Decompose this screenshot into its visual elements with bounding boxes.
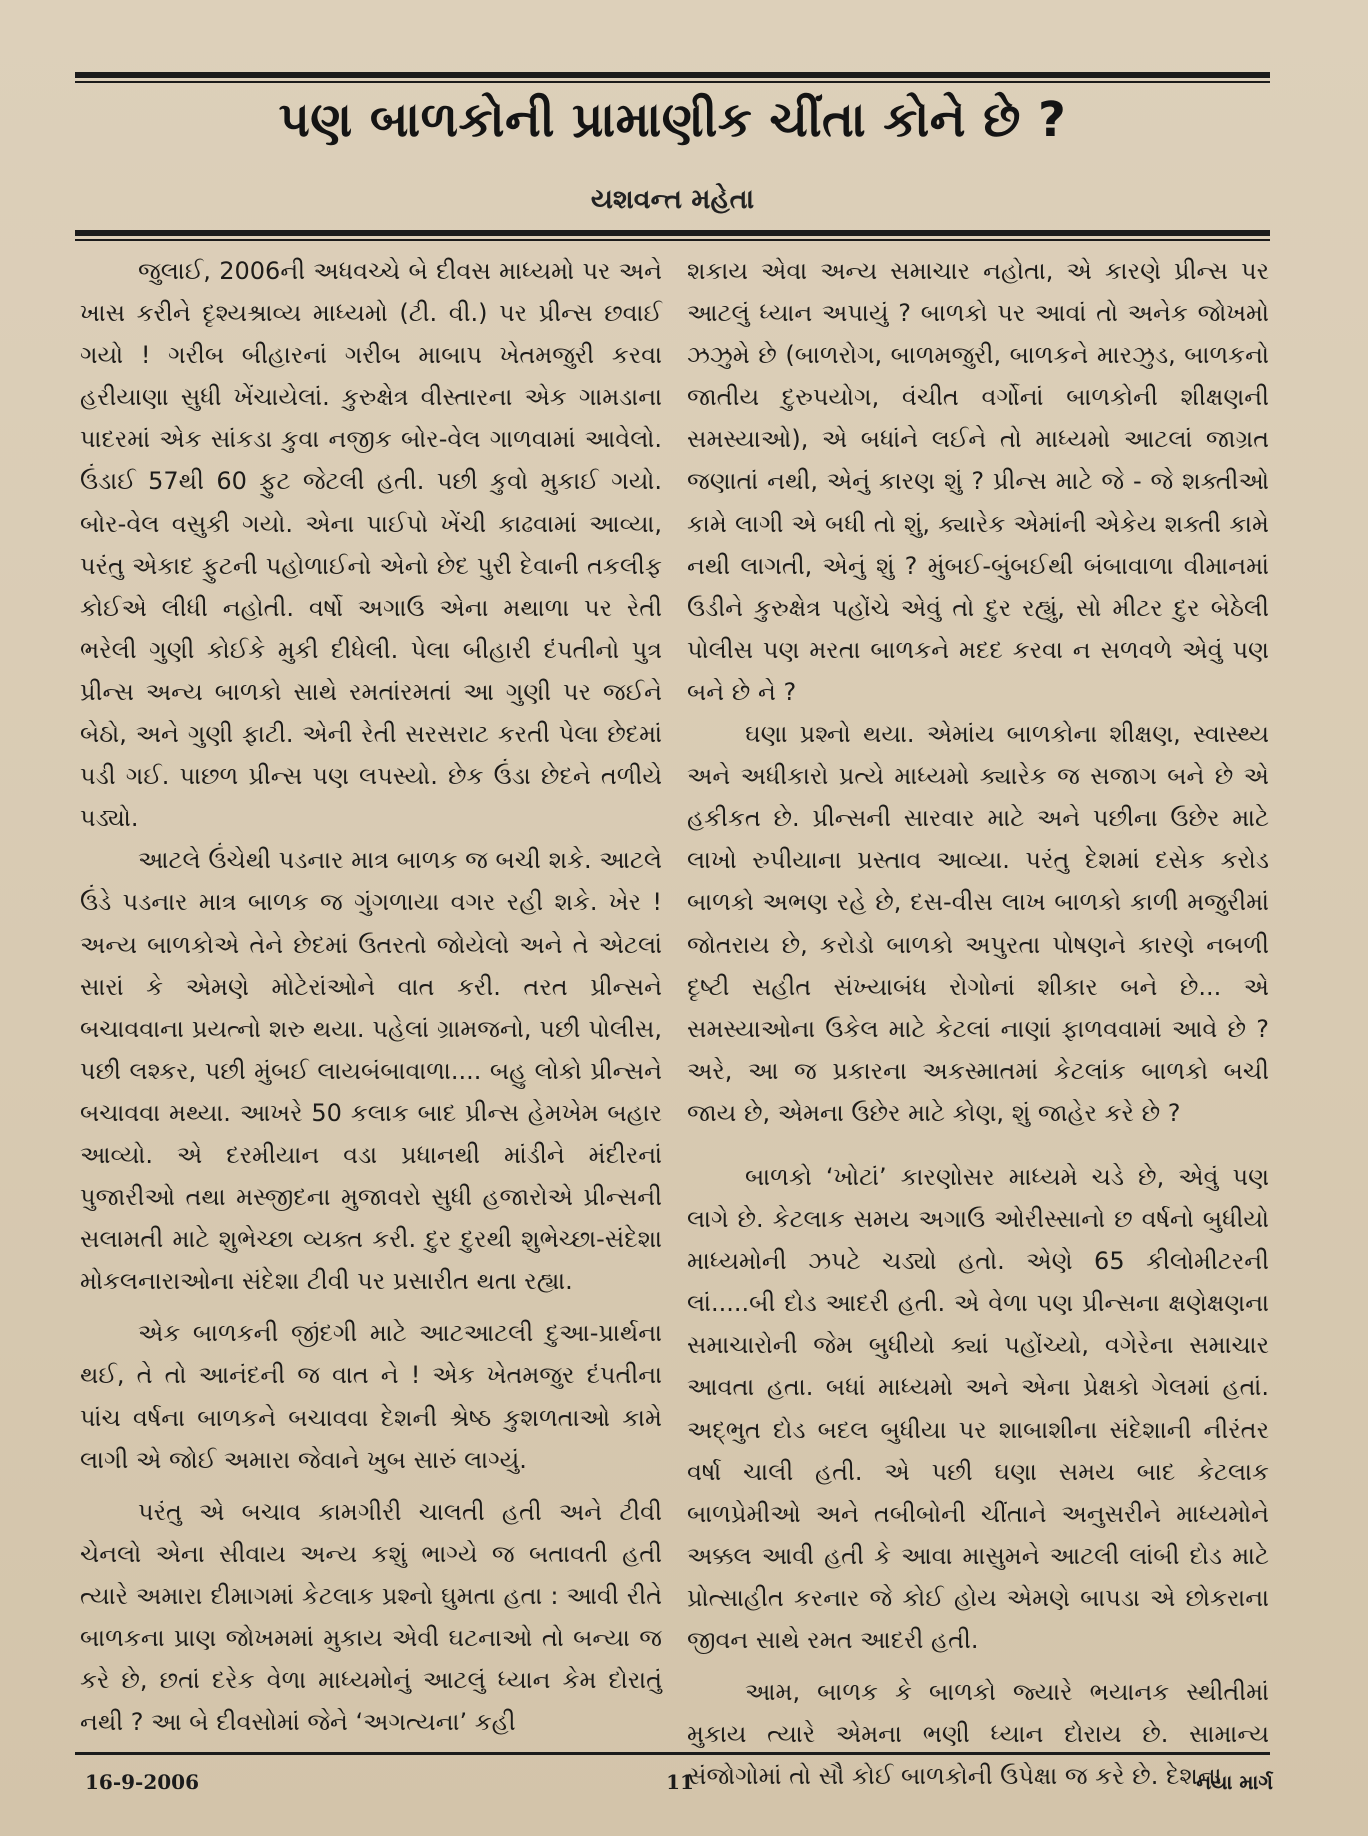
header-rule-thin [75, 239, 1270, 241]
paragraph: જુલાઈ, 2006ની અધવચ્ચે બે દીવસ માધ્યમો પર અને ખાસ કરીને દૃશ્યશ્રાવ્ય માધ્યમો (ટી. વી.) પર પ્રીન્સ છવાઈ ગયો ! ગરીબ બીહારનાં ગરીબ માબાપ ખેતમજુરી કરવા હરીયાણા સુધી ખેંચાયેલાં. કુરુક્ષેત્ર વીસ્તારના એક ગામડાના પાદરમાં એક સાંકડા કુવા નજીક બોર-વેલ ગાળવામાં આવેલો. ઉંડાઈ 57થી 60 ફુટ જેટલી હતી. પછી કુવો મુકાઈ ગયો. બોર-વેલ વસુકી ગયો. એના પાઈપો ખેંચી કાઢવામાં આવ્યા, પરંતુ એકાદ ફુટની પહોળાઈનો એનો છેદ પુરી દેવાની તકલીફ કોઈએ લીધી નહોતી. વર્ષો અગાઉ એના મથાળા પર રેતી ભરેલી ગુણી કોઈકે મુકી દીધેલી. પેલા બીહારી દંપતીનો પુત્ર પ્રીન્સ અન્ય બાળકો સાથે રમતાંરમતાં આ ગુણી પર જઈને બેઠો, અને ગુણી ફાટી. એની રેતી સરસરાટ કરતી પેલા છેદમાં પડી ગઈ. પાછળ પ્રીન્સ પણ લપસ્યો. છેક ઉંડા છેદને તળીયે પડ્યો. [80, 257, 662, 833]
footer-rule [75, 1752, 1270, 1755]
top-rule-thin [75, 81, 1270, 83]
left-column [80, 250, 662, 1743]
page-number: 11 [666, 1770, 694, 1794]
header-rule [75, 230, 1270, 236]
article-author: યશવન્ત મહેતા [590, 184, 755, 215]
paragraph: આટલે ઉંચેથી પડનાર માત્ર બાળક જ બચી શકે. આટલે ઉંડે પડનાર માત્ર બાળક જ ગુંગળાયા વગર રહી શકે. ખેર ! અન્ય બાળકોએ તેને છેદમાં ઉતરતો જોયેલો અને તે એટલાં સારાં કે એમણે મોટેરાંઓને વાત કરી. તરત પ્રીન્સને બચાવવાના પ્રયત્નો શરુ થયા. પહેલાં ગ્રામજનો, પછી પોલીસ, પછી લશ્કર, પછી મુંબઈ લાયબંબાવાળા.... બહુ લોકો પ્રીન્સને બચાવવા મથ્યા. આખરે 50 કલાક બાદ પ્રીન્સ હેમખેમ બહાર આવ્યો. એ દરમીયાન વડા પ્રધાનથી માંડીને મંદીરનાં પુજારીઓ તથા મસ્જીદના મુજાવરો સુધી હજારોએ પ્રીન્સની સલામતી માટે શુભેચ્છા વ્યક્ત કરી. દુર દુરથી શુભેચ્છા-સંદેશા મોકલનારાઓના સંદેશા ટીવી પર પ્રસારીત થતા રહ્યા. [80, 846, 662, 1296]
publication-name: નયા માર્ગ [1196, 1770, 1273, 1794]
paragraph: ઘણા પ્રશ્નો થયા. એમાંય બાળકોના શીક્ષણ, સ્વાસ્થ્ય અને અધીકારો પ્રત્યે માધ્યમો ક્યારેક જ સજાગ બને છે એ હકીકત છે. પ્રીન્સની સારવાર માટે અને પછીના ઉછેર માટે લાખો રુપીયાના પ્રસ્તાવ આવ્યા. પરંતુ દેશમાં દસેક કરોડ બાળકો અભણ રહે છે, દસ-વીસ લાખ બાળકો કાળી મજુરીમાં જોતરાય છે, કરોડો બાળકો અપુરતા પોષણને કારણે નબળી દૃષ્ટી સહીત સંખ્યાબંધ રોગોનાં શીકાર બને છે... એ સમસ્યાઓના ઉકેલ માટે કેટલાં નાણાં ફાળવવામાં આવે છે ? અરે, આ જ પ્રકારના અકસ્માતમાં કેટલાંક બાળકો બચી જાય છે, એમના ઉછેર માટે કોણ, શું જાહેર કરે છે ? [687, 720, 1269, 1127]
top-rule [75, 72, 1270, 78]
paragraph: આમ, બાળક કે બાળકો જ્યારે ભયાનક સ્થીતીમાં મુકાય ત્યારે એમના ભણી ધ્યાન દોરાય છે. સામાન્ય સંજોગોમાં તો સૌ કોઈ બાળકોની ઉપેક્ષા જ કરે છે. દેશના [687, 1678, 1269, 1791]
paragraph: પરંતુ એ બચાવ કામગીરી ચાલતી હતી અને ટીવી ચેનલો એના સીવાય અન્ય કશું ભાગ્યે જ બતાવતી હતી ત્યારે અમારા દીમાગમાં કેટલાક પ્રશ્નો ઘુમતા હતા : આવી રીતે બાળકના પ્રાણ જોખમમાં મુકાય એવી ઘટનાઓ તો બન્યા જ કરે છે, છતાં દરેક વેળા માધ્યમોનું આટલું ધ્યાન કેમ દોરાતું નથી ? આ બે દીવસોમાં જેને ‘અગત્યના’ કહી [80, 1497, 662, 1737]
paragraph: બાળકો ‘ખોટાં’ કારણોસર માધ્યમે ચડે છે, એવું પણ લાગે છે. કેટલાક સમય અગાઉ ઓરીસ્સાનો છ વર્ષનો બુધીયો માધ્યમોની ઝપટે ચડ્યો હતો. એણે 65 કીલોમીટરની લાં.....બી દોડ આદરી હતી. એ વેળા પણ પ્રીન્સના ક્ષણેક્ષણના સમાચારોની જેમ બુધીયો ક્યાં પહોંચ્યો, વગેરેના સમાચાર આવતા હતા. બધાં માધ્યમો અને એના પ્રેક્ષકો ગેલમાં હતાં. અદ્ભુત દોડ બદલ બુધીયા પર શાબાશીના સંદેશાની નીરંતર વર્ષા ચાલી હતી. એ પછી ઘણા સમય બાદ કેટલાક બાળપ્રેમીઓ અને તબીબોની ચીંતાને અનુસરીને માધ્યમોને અક્કલ આવી હતી કે આવા માસુમને આટલી લાંબી દોડ માટે પ્રોત્સાહીત કરનાર જે કોઈ હોય એમણે બાપડા એ છોકરાના જીવન સાથે રમત આદરી હતી. [687, 1162, 1269, 1654]
paragraph: એક બાળકની જીંદગી માટે આટઆટલી દુઆ-પ્રાર્થના થઈ, તે તો આનંદની જ વાત ને ! એક ખેતમજુર દંપતીના પાંચ વર્ષના બાળકને બચાવવા દેશની શ્રેષ્ઠ કુશળતાઓ કામે લાગી એ જોઈ અમારા જેવાને ખુબ સારું લાગ્યું. [80, 1319, 662, 1474]
right-column [687, 250, 1269, 1797]
issue-date: 16-9-2006 [85, 1770, 200, 1794]
paragraph: શકાય એવા અન્ય સમાચાર નહોતા, એ કારણે પ્રીન્સ પર આટલું ધ્યાન અપાયું ? બાળકો પર આવાં તો અનેક જોખમો ઝઝુમે છે (બાળરોગ, બાળમજુરી, બાળકને મારઝુડ, બાળકનો જાતીય દુરુપયોગ, વંચીત વર્ગોનાં બાળકોની શીક્ષણની સમસ્યાઓ), એ બધાંને લઈને તો માધ્યમો આટલાં જાગ્રત જણાતાં નથી, એનું કારણ શું ? પ્રીન્સ માટે જે - જે શક્તીઓ કામે લાગી એ બધી તો શું, ક્યારેક એમાંની એકેય શક્તી કામે નથી લાગતી, એનું શું ? મુંબઈ-બુંબઈથી બંબાવાળા વીમાનમાં ઉડીને કુરુક્ષેત્ર પહોંચે એવું તો દુર રહ્યું, સો મીટર દુર બેઠેલી પોલીસ પણ મરતા બાળકને મદદ કરવા ન સળવળે એવું પણ બને છે ને ? [687, 257, 1269, 706]
article-title: પણ બાળકોની પ્રામાણીક ચીંતા કોને છે ? [278, 92, 1067, 148]
